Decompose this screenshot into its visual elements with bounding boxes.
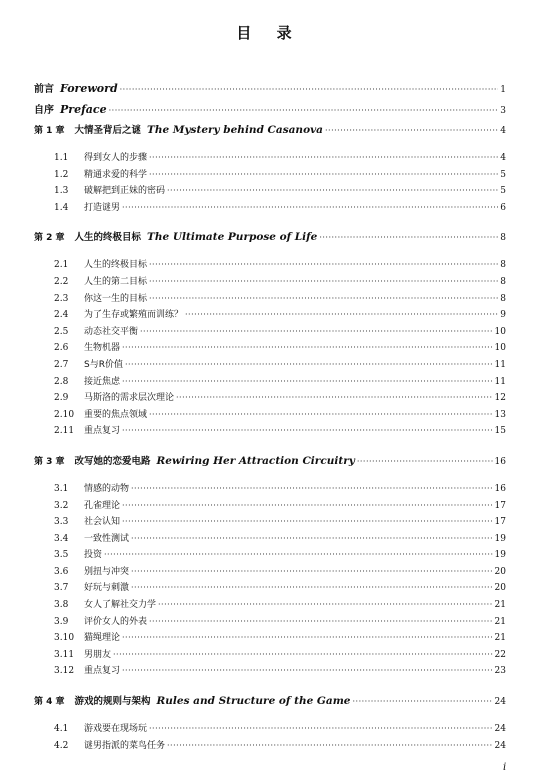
page-number: 19 [494, 533, 506, 544]
front-title-en: Preface [60, 103, 107, 116]
page-number: 24 [494, 724, 506, 735]
page-number: 16 [494, 483, 506, 494]
toc-section-3-7[interactable] [34, 580, 506, 597]
section-number: 1.2 [54, 169, 69, 180]
spacer [34, 680, 506, 693]
leader-dots [125, 360, 493, 369]
toc-section-2-9[interactable] [34, 390, 506, 407]
leader-dots [122, 203, 498, 212]
front-title-en: Foreword [60, 82, 118, 95]
section-title: 重点复习 [84, 666, 121, 677]
page-number: 20 [494, 583, 506, 594]
leader-dots [167, 741, 493, 750]
section-number: 2.4 [54, 310, 69, 321]
chapter-title-zh: 大情圣背后之谜 [74, 125, 142, 136]
page-title: 目 录 [236, 24, 302, 42]
page-number: 11 [494, 376, 506, 387]
leader-dots [122, 633, 493, 642]
section-number: 3.4 [54, 533, 69, 544]
leader-dots [167, 186, 498, 195]
chapter-title-en: The Mystery behind Casanova [147, 124, 323, 136]
toc-section-3-11[interactable] [34, 647, 506, 664]
section-number: 3.7 [54, 583, 69, 594]
section-number: 3.5 [54, 550, 69, 561]
leader-dots [140, 327, 493, 336]
leader-dots [122, 426, 493, 435]
page-number: 8 [500, 233, 506, 244]
page-number: 13 [494, 409, 506, 420]
chapter-number: 第 1 章 [34, 126, 65, 136]
leader-dots [319, 233, 498, 242]
front-title-zh: 自序 [34, 105, 54, 116]
section-number: 4.1 [54, 724, 69, 735]
section-title: 人生的第二目标 [84, 276, 148, 287]
leader-dots [122, 517, 493, 526]
spacer [34, 440, 506, 453]
toc-section-2-7[interactable] [34, 357, 506, 374]
toc-section-3-3[interactable] [34, 514, 506, 531]
leader-dots [122, 343, 493, 352]
section-title: 别扭与冲突 [84, 566, 130, 577]
toc-section-3-9[interactable] [34, 614, 506, 631]
toc-front-foreword[interactable] [34, 80, 506, 101]
section-number: 2.9 [54, 393, 69, 404]
page-number: 20 [494, 566, 506, 577]
chapter-number: 第 3 章 [34, 456, 65, 467]
section-title: 情感的动物 [84, 483, 130, 494]
section-number: 2.3 [54, 293, 69, 304]
toc-front-preface[interactable] [34, 101, 506, 122]
section-number: 3.1 [54, 483, 69, 494]
toc-section-1-1[interactable] [34, 150, 506, 167]
page-number: 21 [494, 633, 506, 644]
chapter-title-en: The Ultimate Purpose of Life [147, 231, 318, 244]
page-number: 4 [500, 153, 506, 163]
section-title: 社会认知 [84, 517, 121, 528]
page-number: 22 [494, 649, 506, 660]
section-number: 2.11 [54, 426, 75, 437]
page-number: 3 [500, 106, 506, 116]
section-title: 为了生存或繁殖而训练？ [84, 310, 184, 321]
page-number: 23 [494, 666, 506, 677]
leader-dots [122, 666, 493, 675]
toc-section-3-4[interactable] [34, 531, 506, 548]
toc-section-4-1[interactable] [34, 721, 506, 738]
section-number: 3.2 [54, 500, 69, 511]
section-number: 3.10 [54, 633, 75, 644]
section-number: 3.12 [54, 666, 75, 677]
section-number: 3.6 [54, 566, 69, 577]
leader-dots [352, 697, 492, 706]
section-number: 2.1 [54, 260, 69, 271]
section-number: 1.4 [54, 202, 69, 213]
page-number: 5 [500, 186, 506, 197]
section-number: 2.6 [54, 343, 69, 354]
chapter-number: 第 4 章 [34, 697, 65, 708]
page-number: 12 [494, 393, 506, 404]
section-title: 精通求爱的科学 [84, 169, 148, 180]
chapter-title-zh: 人生的终极目标 [74, 232, 142, 244]
toc-section-2-8[interactable] [34, 374, 506, 391]
chapter-title-zh: 改写她的恋爱电路 [74, 455, 151, 467]
page-number: 17 [494, 500, 506, 511]
toc-section-3-8[interactable] [34, 597, 506, 614]
section-number: 3.9 [54, 616, 69, 627]
page-number: 4 [500, 126, 506, 136]
leader-dots [149, 410, 493, 419]
section-title: 一致性测试 [84, 533, 130, 544]
section-title: 好玩与刺激 [84, 583, 130, 594]
section-title: 接近焦虑 [84, 376, 121, 387]
section-number: 3.8 [54, 600, 69, 611]
toc-chapter-2[interactable] [34, 229, 506, 249]
page-number: 8 [500, 260, 506, 271]
leader-dots [131, 567, 493, 576]
page-number: 8 [500, 293, 506, 304]
leader-dots [131, 534, 493, 543]
leader-dots [122, 501, 493, 510]
leader-dots [122, 377, 493, 386]
toc-section-2-1[interactable] [34, 257, 506, 274]
toc-section-3-12[interactable] [34, 663, 506, 680]
toc-section-1-2[interactable] [34, 167, 506, 184]
section-title: 重点复习 [84, 426, 121, 437]
section-number: 2.7 [54, 359, 69, 370]
page-number: 8 [500, 276, 506, 287]
page-number: 6 [500, 202, 506, 213]
toc-section-2-10[interactable] [34, 407, 506, 424]
spacer [34, 216, 506, 229]
toc-section-1-4[interactable] [34, 200, 506, 217]
section-title: 猫绳理论 [84, 633, 121, 644]
toc-section-2-4[interactable] [34, 307, 506, 324]
section-number: 1.3 [54, 186, 69, 197]
section-title: 生物机器 [84, 343, 121, 354]
section-number: 3.3 [54, 517, 69, 528]
toc-section-3-10[interactable] [34, 630, 506, 647]
leader-dots [176, 393, 493, 402]
section-title: 重要的焦点领域 [84, 409, 148, 420]
chapters-list [34, 122, 506, 754]
toc-section-2-3[interactable] [34, 291, 506, 308]
leader-dots [357, 457, 493, 466]
page-number: 19 [494, 550, 506, 561]
section-title: 男朋友 [84, 649, 112, 660]
spacer [34, 473, 506, 481]
toc-section-3-5[interactable] [34, 547, 506, 564]
spacer [34, 713, 506, 721]
toc-section-2-6[interactable] [34, 340, 506, 357]
section-title: 女人了解社交力学 [84, 600, 157, 611]
page-number: 10 [494, 343, 506, 354]
chapter-number: 第 2 章 [34, 233, 65, 244]
leader-dots [131, 484, 493, 493]
section-number: 2.8 [54, 376, 69, 387]
toc-chapter-4[interactable] [34, 693, 506, 713]
leader-dots [109, 106, 499, 115]
page-number: 10 [494, 326, 506, 337]
section-title: 评价女人的外表 [84, 616, 148, 627]
footer-page-number: i [503, 762, 507, 773]
toc-section-2-5[interactable] [34, 324, 506, 341]
spacer [34, 249, 506, 257]
leader-dots [131, 583, 493, 592]
page-number: 24 [494, 697, 506, 708]
section-number: 2.5 [54, 326, 69, 337]
leader-dots [149, 153, 498, 162]
toc-chapter-3[interactable] [34, 453, 506, 473]
section-number: 4.2 [54, 740, 69, 751]
chapter-title-en: Rules and Structure of the Game [156, 695, 351, 708]
page-number: 21 [494, 600, 506, 611]
spacer [34, 142, 506, 150]
leader-dots [149, 277, 498, 286]
leader-dots [149, 724, 493, 733]
section-title: 马斯洛的需求层次理论 [84, 393, 175, 404]
page-number: 5 [500, 169, 506, 180]
page-number: 9 [500, 310, 506, 321]
toc-section-4-2[interactable] [34, 738, 506, 755]
section-number: 1.1 [54, 153, 69, 163]
page-number: 11 [494, 359, 506, 370]
section-title: 人生的终极目标 [84, 260, 148, 271]
page-number: 16 [494, 456, 506, 467]
leader-dots [149, 170, 498, 179]
section-title: S与R价值 [84, 359, 123, 370]
toc-section-3-2[interactable] [34, 498, 506, 515]
toc-chapter-1[interactable] [34, 122, 506, 142]
page-number: 17 [494, 517, 506, 528]
leader-dots [149, 260, 498, 269]
page-number: 15 [494, 426, 506, 437]
leader-dots [185, 310, 498, 319]
leader-dots [120, 85, 499, 94]
section-title: 投资 [84, 550, 103, 561]
section-title: 游戏要在现场玩 [84, 724, 148, 735]
leader-dots [113, 650, 493, 659]
toc-section-3-1[interactable] [34, 481, 506, 498]
section-title: 动态社交平衡 [84, 326, 139, 337]
toc-section-2-11[interactable] [34, 423, 506, 440]
section-number: 3.11 [54, 649, 75, 660]
leader-dots [325, 126, 498, 135]
section-title: 得到女人的步骤 [84, 153, 148, 163]
leader-dots [158, 600, 493, 609]
section-title: 你这一生的目标 [84, 293, 148, 304]
section-number: 2.2 [54, 276, 69, 287]
section-title: 打造谜男 [84, 202, 121, 213]
toc-section-2-2[interactable] [34, 274, 506, 291]
leader-dots [104, 550, 493, 559]
chapter-title-en: Rewiring Her Attraction Circuitry [156, 454, 355, 467]
toc-section-3-6[interactable] [34, 564, 506, 581]
table-of-contents [34, 80, 506, 754]
leader-dots [149, 617, 493, 626]
chapter-title-zh: 游戏的规则与架构 [74, 696, 151, 708]
section-title: 谜男指派的菜鸟任务 [84, 740, 166, 751]
toc-section-1-3[interactable] [34, 183, 506, 200]
front-title-zh: 前言 [34, 84, 54, 95]
section-number: 2.10 [54, 409, 75, 420]
page-number: 1 [500, 85, 506, 95]
section-title: 破解把到正妹的密码 [84, 186, 166, 197]
page-number: 21 [494, 616, 506, 627]
section-title: 孔雀理论 [84, 500, 121, 511]
page-number: 24 [494, 740, 506, 751]
leader-dots [149, 294, 498, 303]
